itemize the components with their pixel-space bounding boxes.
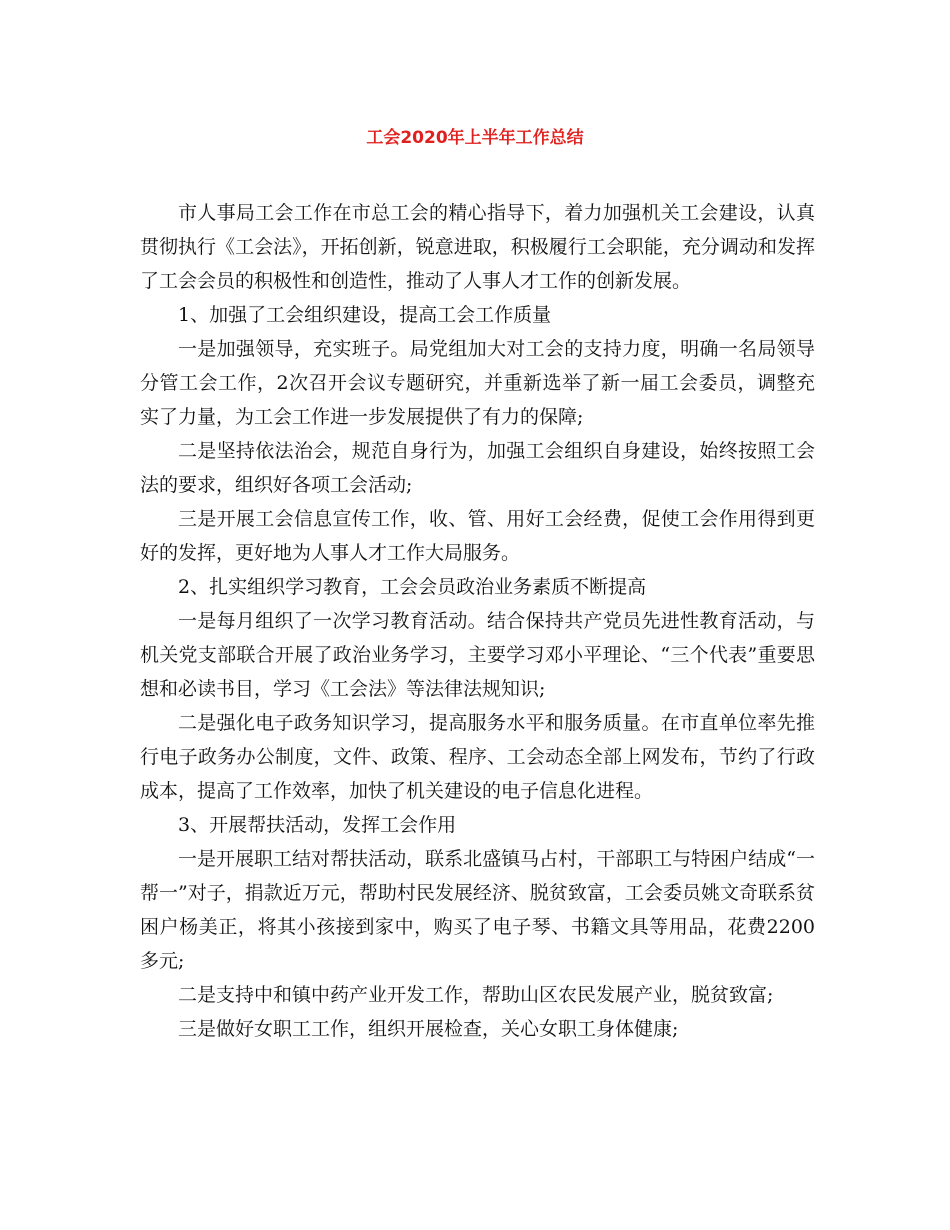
paragraph-2-2: 二是强化电子政务知识学习，提高服务水平和服务质量。在市直单位率先推行电子政务办公制度，文件、政策、程序、工会动态全部上网发布，节约了行政成本，提高了工作效率，加快了机关建设的电子信息化进程。 [140,712,815,802]
paragraph-1-2: 二是坚持依法治会，规范自身行为，加强工会组织自身建设，始终按照工会法的要求，组织好各项工会活动; [140,440,815,496]
paragraph-1-1: 一是加强领导，充实班子。局党组加大对工会的支持力度，明确一名局领导分管工会工作，2次召开会议专题研究，并重新选举了新一届工会委员，调整充实了力量，为工会工作进一步发展提供了有力的保障; [140,338,815,428]
paragraph-intro: 市人事局工会工作在市总工会的精心指导下，着力加强机关工会建设，认真贯彻执行《工会法》，开拓创新，锐意进取，积极履行工会职能，充分调动和发挥了工会会员的积极性和创造性，推动了人事人才工作的创新发展。 [140,202,815,292]
section-heading-3: 3、开展帮扶活动，发挥工会作用 [178,814,457,836]
page-title: 工会2020年上半年工作总结 [366,128,584,148]
paragraph-3-1: 一是开展职工结对帮扶活动，联系北盛镇马占村，干部职工与特困户结成“一帮一”对子，捐款近万元，帮助村民发展经济、脱贫致富，工会委员姚文奇联系贫困户杨美正，将其小孩接到家中，购买了电子琴、书籍文具等用品，花费2200多元; [140,848,815,972]
paragraph-2-1: 一是每月组织了一次学习教育活动。结合保持共产党员先进性教育活动，与机关党支部联合开展了政治业务学习，主要学习邓小平理论、“三个代表”重要思想和必读书目，学习《工会法》等法律法规知识; [140,610,815,700]
paragraph-3-3: 三是做好女职工工作，组织开展检查，关心女职工身体健康; [178,1018,679,1040]
document-body [140,196,815,1046]
section-heading-2: 2、扎实组织学习教育，工会会员政治业务素质不断提高 [178,576,647,598]
paragraph-3-2: 二是支持中和镇中药产业开发工作，帮助山区农民发展产业，脱贫致富; [178,984,774,1006]
section-heading-1: 1、加强了工会组织建设，提高工会工作质量 [178,304,552,326]
paragraph-1-3: 三是开展工会信息宣传工作，收、管、用好工会经费，促使工会作用得到更好的发挥，更好地为人事人才工作大局服务。 [140,508,815,564]
